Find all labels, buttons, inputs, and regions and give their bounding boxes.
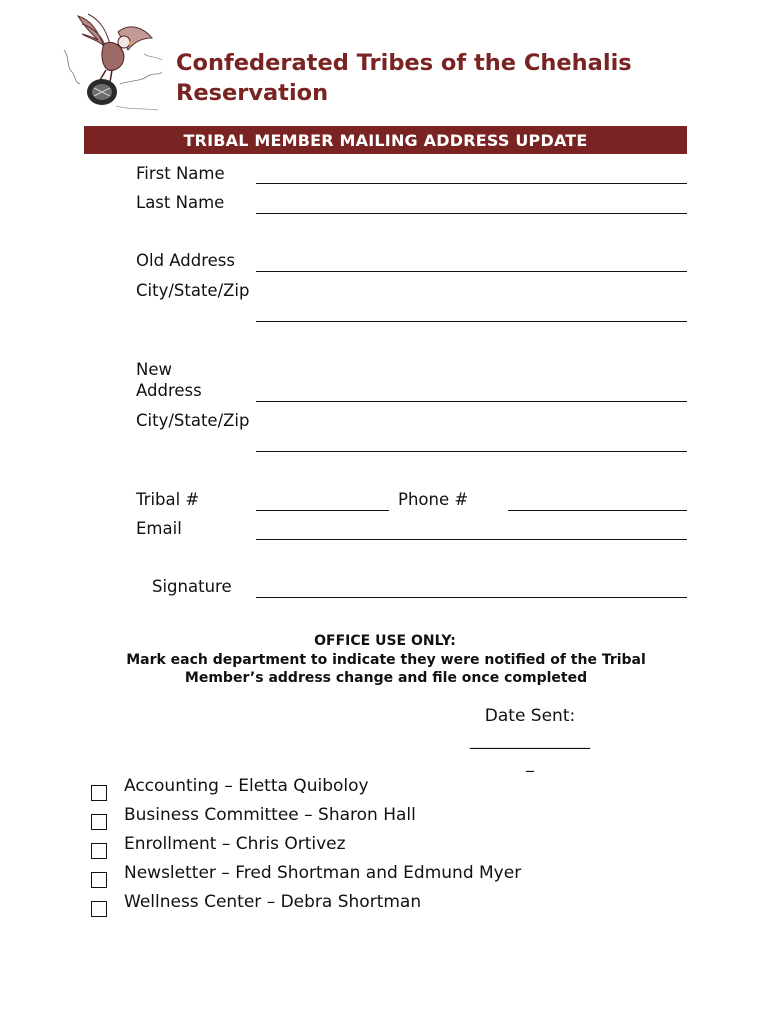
first-name-label: First Name (136, 164, 225, 183)
new-address-label: New Address (136, 360, 202, 400)
signature-field[interactable] (256, 597, 687, 598)
new-city-state-zip-field[interactable] (256, 451, 687, 452)
date-sent-label: Date Sent: (484, 706, 576, 726)
department-accounting: Accounting – Eletta Quiboloy (124, 776, 369, 796)
new-city-state-zip-label: City/State/Zip (136, 411, 250, 430)
email-field[interactable] (256, 539, 687, 540)
department-wellness-center: Wellness Center – Debra Shortman (124, 892, 422, 912)
tribal-number-field[interactable] (256, 510, 389, 511)
date-sent-field-continuation: _ (526, 753, 534, 772)
tribal-eagle-logo (58, 10, 166, 114)
office-use-instructions: Mark each department to indicate they were notified of the Tribal Member’s address change and file once completed (126, 652, 646, 686)
old-city-state-zip-field[interactable] (256, 321, 687, 322)
department-enrollment: Enrollment – Chris Ortivez (124, 834, 346, 854)
old-city-state-zip-label: City/State/Zip (136, 281, 250, 300)
form-title-banner: TRIBAL MEMBER MAILING ADDRESS UPDATE (84, 126, 687, 154)
old-address-label: Old Address (136, 251, 235, 270)
department-business-committee: Business Committee – Sharon Hall (124, 805, 416, 825)
department-newsletter: Newsletter – Fred Shortman and Edmund Myer (124, 863, 522, 883)
organization-title: Confederated Tribes of the Chehalis Reservation (176, 50, 632, 106)
checkbox-newsletter[interactable] (91, 872, 107, 888)
tribal-number-label: Tribal # (136, 490, 200, 509)
checkbox-accounting[interactable] (91, 785, 107, 801)
new-address-field[interactable] (256, 401, 687, 402)
first-name-field[interactable] (256, 183, 687, 184)
last-name-field[interactable] (256, 213, 687, 214)
signature-label: Signature (152, 577, 232, 596)
checkbox-enrollment[interactable] (91, 843, 107, 859)
checkbox-business-committee[interactable] (91, 814, 107, 830)
last-name-label: Last Name (136, 193, 225, 212)
phone-number-label: Phone # (398, 490, 469, 509)
date-sent-field[interactable]: _______________ (470, 730, 590, 749)
checkbox-wellness-center[interactable] (91, 901, 107, 917)
phone-number-field[interactable] (508, 510, 687, 511)
email-label: Email (136, 519, 182, 538)
office-use-heading: OFFICE USE ONLY: (314, 633, 456, 649)
old-address-field[interactable] (256, 271, 687, 272)
